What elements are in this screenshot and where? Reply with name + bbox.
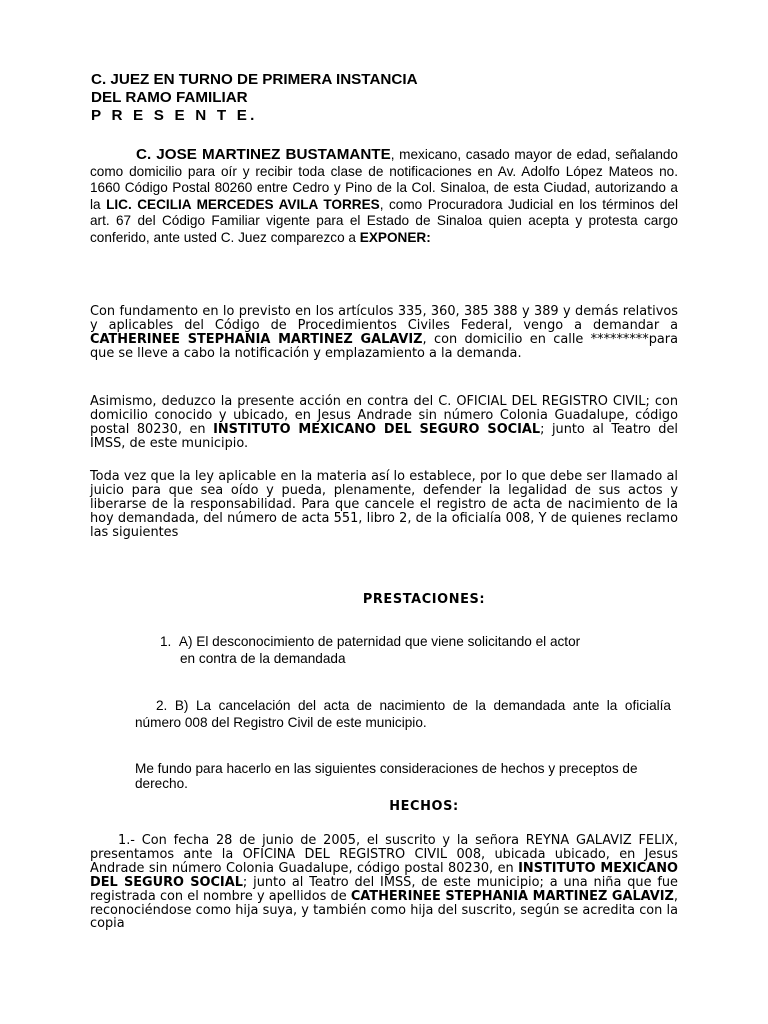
fundo-paragraph: Me fundo para hacerlo en las siguientes consideraciones de hechos y preceptos de derecho. [135,761,638,791]
intro-paragraph [90,147,678,247]
hechos-heading: HECHOS: [389,799,459,814]
defendant-name: CATHERINEE STEPHANIA MARTINEZ GALAVIZ [90,331,423,347]
prestacion-item-1-number: 1. [160,634,172,649]
intro-text-2: , como Procuradora Judicial en los términos del art. 67 del Código Familiar vigente para el Estado de Sinaloa quien acepta y protesta cargo conferido, ante usted C. Juez comparezco a [90,196,679,245]
registry-paragraph [90,395,678,451]
institute-name: INSTITUTO MEXICANO DEL SEGURO SOCIAL [213,421,541,437]
registry-text-2: ; junto al Teatro del IMSS, de este municipio. [90,421,678,451]
intro-text-1: , mexicano, casado mayor de edad, señalando como domicilio para oír y recibir toda clase de notificaciones en Av. Adolfo López Mateos no. 1660 Código Postal 80260 entre Cedro y Pino de la Col. Sinaloa, de esta Ciudad, autorizando a la [90,147,678,212]
basis-text-2: , con domicilio en calle *********para que se lleve a cabo la notificación y emplazamiento a la demanda. [90,331,678,361]
hechos-institute-name: INSTITUTO MEXICANO DEL SEGURO SOCIAL [90,860,678,890]
law-text: Toda vez que la ley aplicable en la materia así lo establece, por lo que debe ser llamado al juicio para que sea oído y pueda, plenamente, defender la legalidad de sus actos y liberarse de la responsabilidad. Para que cancele el registro de acta de nacimiento de la hoy demandada, del número de acta 551, libro 2, de la oficialía 008, Y de quienes reclamo las siguientes [90,469,678,540]
basis-text-1: Con fundamento en lo previsto en los artículos 335, 360, 385 388 y 389 y demás relativos y aplicables del Código de Procedimientos Civiles Federal, vengo a demandar a [90,304,678,333]
addressee-header [91,71,691,125]
header-line-presente: P R E S E N T E. [91,107,258,124]
hechos-text-3: , reconociéndose como hija suya, y también como hija del suscrito, según se acredita con la copia [90,888,678,932]
header-line-branch: DEL RAMO FAMILIAR [91,89,248,106]
plaintiff-name: C. JOSE MARTINEZ BUSTAMANTE [136,146,391,163]
child-name: CATHERINEE STEPHANIA MARTINEZ GALAVIZ [350,888,674,904]
prestacion-item-1-line-2: en contra de la demandada [180,650,346,666]
prestacion-item-2 [135,698,671,731]
hechos-paragraph-1 [90,834,678,931]
law-paragraph [90,470,678,540]
prestacion-item-1-line-1: A) El desconocimiento de paternidad que viene solicitando el actor [178,634,581,649]
header-line-judge: C. JUEZ EN TURNO DE PRIMERA INSTANCIA [91,71,418,88]
hechos-text-2: ; junto al Teatro del IMSS, de este municipio; a una niña que fue registrada con el nombre y apellidos de [90,874,678,904]
prestaciones-heading: PRESTACIONES: [362,592,486,607]
basis-paragraph [90,305,678,361]
registry-text-1: Asimismo, deduzco la presente acción en contra del C. OFICIAL DEL REGISTRO CIVIL; con domicilio conocido y ubicado, en Jesus Andrade sin número Colonia Guadalupe, código postal 80230, en [90,394,678,437]
prestacion-item-2-text: 2. B) La cancelación del acta de nacimiento de la demandada ante la oficialía número 008 del Registro Civil de este municipio. [135,698,671,730]
prestacion-item-1 [160,634,690,667]
lawyer-name: LIC. CECILIA MERCEDES AVILA TORRES [106,196,380,212]
hechos-text-1: 1.- Con fecha 28 de junio de 2005, el suscrito y la señora REYNA GALAVIZ FELIX, presentamos ante la OFICINA DEL REGISTRO CIVIL 008, ubicada ubicado, en Jesus Andrade sin número Colonia Guadalupe, código postal 80230, en [90,833,678,876]
expose-label: EXPONER: [359,229,431,245]
